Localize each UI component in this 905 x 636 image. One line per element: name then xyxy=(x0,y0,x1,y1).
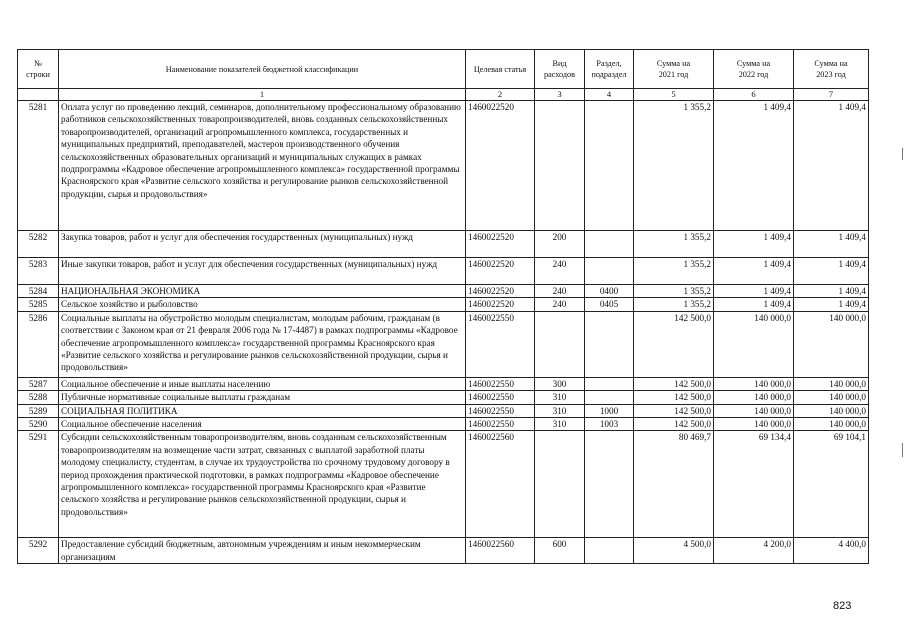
row-sum-2022: 1 409,4 xyxy=(714,101,794,231)
row-indicator-name: Социальные выплаты на обустройство молодым специалистам, молодым рабочим, гражданам (в соответствии с Законом края от 21 февраля 2006 года № 17-4487) в рамках подпрограммы «Кадровое обеспечение агропромышленного комплекса» государственной программы Красноярского края «Развитие сельского хозяйства и регулирование рынков сельскохозяйственной продукции, сырья и продовольствия» xyxy=(59,311,466,377)
row-indicator-name: Иные закупки товаров, работ и услуг для обеспечения государственных (муниципальных) нужд xyxy=(59,258,466,285)
row-section: 1000 xyxy=(585,404,634,417)
row-number: 5283 xyxy=(18,258,59,285)
row-target-article: 1460022520 xyxy=(466,298,535,311)
table-row xyxy=(18,285,869,298)
table-row xyxy=(18,311,869,377)
row-indicator-name: НАЦИОНАЛЬНАЯ ЭКОНОМИКА xyxy=(59,285,466,298)
row-number: 5282 xyxy=(18,231,59,258)
header-sum-2023: Сумма на 2023 год xyxy=(794,50,869,89)
row-number: 5288 xyxy=(18,391,59,404)
row-sum-2021: 142 500,0 xyxy=(634,377,714,390)
row-sum-2022: 1 409,4 xyxy=(714,285,794,298)
header-expense-type: Вид расходов xyxy=(535,50,585,89)
row-sum-2023: 1 409,4 xyxy=(794,231,869,258)
budget-table xyxy=(17,49,869,564)
row-section: 0400 xyxy=(585,285,634,298)
row-sum-2021: 4 500,0 xyxy=(634,538,714,564)
table-row xyxy=(18,231,869,258)
row-sum-2022: 69 134,4 xyxy=(714,431,794,538)
row-sum-2021: 142 500,0 xyxy=(634,391,714,404)
row-section: 1003 xyxy=(585,418,634,431)
row-indicator-name: Оплата услуг по проведению лекций, семинаров, дополнительному профессиональному образованию работников сельскохозяйственных товаропроизводителей, вновь созданных сельскохозяйственных товаропроизводителей, организаций агропромышленного комплекса, государственных и муниципальных предприятий, преподавателей, мастеров производственного обучения сельскохозяйственных образовательных организаций и муниципальных служащих в рамках подпрограммы «Кадровое обеспечение агропромышленного комплекса» государственной программы Красноярского края «Развитие сельского хозяйства и регулирование рынков сельскохозяйственной продукции, сырья и продовольствия» xyxy=(59,101,466,231)
row-indicator-name: Публичные нормативные социальные выплаты гражданам xyxy=(59,391,466,404)
table-row xyxy=(18,418,869,431)
row-number: 5287 xyxy=(18,377,59,390)
row-sum-2022: 1 409,4 xyxy=(714,231,794,258)
row-expense-type: 240 xyxy=(535,258,585,285)
column-number-row xyxy=(18,89,869,101)
header-sum-2022: Сумма на 2022 год xyxy=(714,50,794,89)
row-sum-2023: 140 000,0 xyxy=(794,404,869,417)
row-sum-2021: 1 355,2 xyxy=(634,298,714,311)
row-indicator-name: Субсидии сельскохозяйственным товаропроизводителям, вновь созданным сельскохозяйственным товаропроизводителям на возмещение части затрат, связанных с выплатой заработной платы молодому специалисту, студентам, в случае их трудоустройства по срочному трудовому договору в период прохождения практической подготовки, в рамках подпрограммы «Кадровое обеспечение агропромышленного комплекса» государственной программы Красноярского края «Развитие сельского хозяйства и регулирование рынков сельскохозяйственной продукции, сырья и продовольствия» xyxy=(59,431,466,538)
table-row xyxy=(18,391,869,404)
row-section xyxy=(585,431,634,538)
row-sum-2022: 1 409,4 xyxy=(714,258,794,285)
row-sum-2021: 1 355,2 xyxy=(634,231,714,258)
row-target-article: 1460022550 xyxy=(466,391,535,404)
row-sum-2023: 4 400,0 xyxy=(794,538,869,564)
row-number: 5286 xyxy=(18,311,59,377)
row-section: 0405 xyxy=(585,298,634,311)
row-sum-2023: 1 409,4 xyxy=(794,101,869,231)
row-target-article: 1460022520 xyxy=(466,101,535,231)
row-target-article: 1460022550 xyxy=(466,404,535,417)
column-number: 7 xyxy=(794,89,869,101)
row-section xyxy=(585,311,634,377)
row-expense-type: 240 xyxy=(535,285,585,298)
row-section xyxy=(585,377,634,390)
row-section xyxy=(585,231,634,258)
header-target-article: Целевая статья xyxy=(466,50,535,89)
row-sum-2022: 140 000,0 xyxy=(714,404,794,417)
row-expense-type: 600 xyxy=(535,538,585,564)
header-row-number: № строки xyxy=(18,50,59,89)
header-indicator-name: Наименование показателей бюджетной классификации xyxy=(59,50,466,89)
row-sum-2023: 1 409,4 xyxy=(794,258,869,285)
row-indicator-name: Закупка товаров, работ и услуг для обеспечения государственных (муниципальных) нужд xyxy=(59,231,466,258)
row-sum-2023: 140 000,0 xyxy=(794,391,869,404)
row-sum-2022: 140 000,0 xyxy=(714,418,794,431)
table-row xyxy=(18,404,869,417)
scan-edge-mark xyxy=(902,443,903,457)
column-number: 4 xyxy=(585,89,634,101)
row-sum-2023: 140 000,0 xyxy=(794,311,869,377)
row-sum-2022: 1 409,4 xyxy=(714,298,794,311)
row-section xyxy=(585,391,634,404)
column-number: 1 xyxy=(59,89,466,101)
row-sum-2022: 4 200,0 xyxy=(714,538,794,564)
row-indicator-name: Сельское хозяйство и рыболовство xyxy=(59,298,466,311)
header-sum-2021: Сумма на 2021 год xyxy=(634,50,714,89)
row-indicator-name: Социальное обеспечение и иные выплаты населению xyxy=(59,377,466,390)
column-number: 6 xyxy=(714,89,794,101)
row-target-article: 1460022560 xyxy=(466,538,535,564)
column-number: 3 xyxy=(535,89,585,101)
row-sum-2021: 1 355,2 xyxy=(634,285,714,298)
row-sum-2023: 140 000,0 xyxy=(794,418,869,431)
row-number: 5281 xyxy=(18,101,59,231)
row-sum-2021: 142 500,0 xyxy=(634,418,714,431)
column-number xyxy=(18,89,59,101)
row-expense-type: 310 xyxy=(535,418,585,431)
row-sum-2023: 1 409,4 xyxy=(794,298,869,311)
row-sum-2023: 140 000,0 xyxy=(794,377,869,390)
row-target-article: 1460022520 xyxy=(466,285,535,298)
row-number: 5292 xyxy=(18,538,59,564)
row-target-article: 1460022550 xyxy=(466,377,535,390)
row-number: 5290 xyxy=(18,418,59,431)
row-expense-type xyxy=(535,431,585,538)
row-sum-2022: 140 000,0 xyxy=(714,391,794,404)
row-sum-2022: 140 000,0 xyxy=(714,311,794,377)
header-section: Раздел, подраздел xyxy=(585,50,634,89)
scan-edge-mark xyxy=(902,148,903,160)
row-section xyxy=(585,258,634,285)
row-sum-2023: 1 409,4 xyxy=(794,285,869,298)
row-section xyxy=(585,538,634,564)
page-number: 823 xyxy=(833,600,852,612)
row-number: 5291 xyxy=(18,431,59,538)
table-row xyxy=(18,538,869,564)
table-row xyxy=(18,258,869,285)
header-row xyxy=(18,50,869,89)
row-number: 5285 xyxy=(18,298,59,311)
row-indicator-name: Социальное обеспечение населения xyxy=(59,418,466,431)
row-target-article: 1460022550 xyxy=(466,311,535,377)
row-section xyxy=(585,101,634,231)
row-target-article: 1460022520 xyxy=(466,258,535,285)
row-target-article: 1460022520 xyxy=(466,231,535,258)
row-expense-type xyxy=(535,101,585,231)
row-sum-2021: 142 500,0 xyxy=(634,311,714,377)
row-target-article: 1460022560 xyxy=(466,431,535,538)
column-number: 5 xyxy=(634,89,714,101)
row-indicator-name: СОЦИАЛЬНАЯ ПОЛИТИКА xyxy=(59,404,466,417)
column-number: 2 xyxy=(466,89,535,101)
table-row xyxy=(18,101,869,231)
table-row xyxy=(18,431,869,538)
row-sum-2021: 1 355,2 xyxy=(634,101,714,231)
row-expense-type: 200 xyxy=(535,231,585,258)
row-number: 5289 xyxy=(18,404,59,417)
row-sum-2021: 142 500,0 xyxy=(634,404,714,417)
row-target-article: 1460022550 xyxy=(466,418,535,431)
row-sum-2021: 1 355,2 xyxy=(634,258,714,285)
table-row xyxy=(18,298,869,311)
row-expense-type xyxy=(535,311,585,377)
row-expense-type: 310 xyxy=(535,391,585,404)
row-sum-2023: 69 104,1 xyxy=(794,431,869,538)
table-row xyxy=(18,377,869,390)
row-expense-type: 240 xyxy=(535,298,585,311)
row-expense-type: 310 xyxy=(535,404,585,417)
row-sum-2022: 140 000,0 xyxy=(714,377,794,390)
row-sum-2021: 80 469,7 xyxy=(634,431,714,538)
row-number: 5284 xyxy=(18,285,59,298)
row-expense-type: 300 xyxy=(535,377,585,390)
row-indicator-name: Предоставление субсидий бюджетным, автономным учреждениям и иным некоммерческим организациям xyxy=(59,538,466,564)
